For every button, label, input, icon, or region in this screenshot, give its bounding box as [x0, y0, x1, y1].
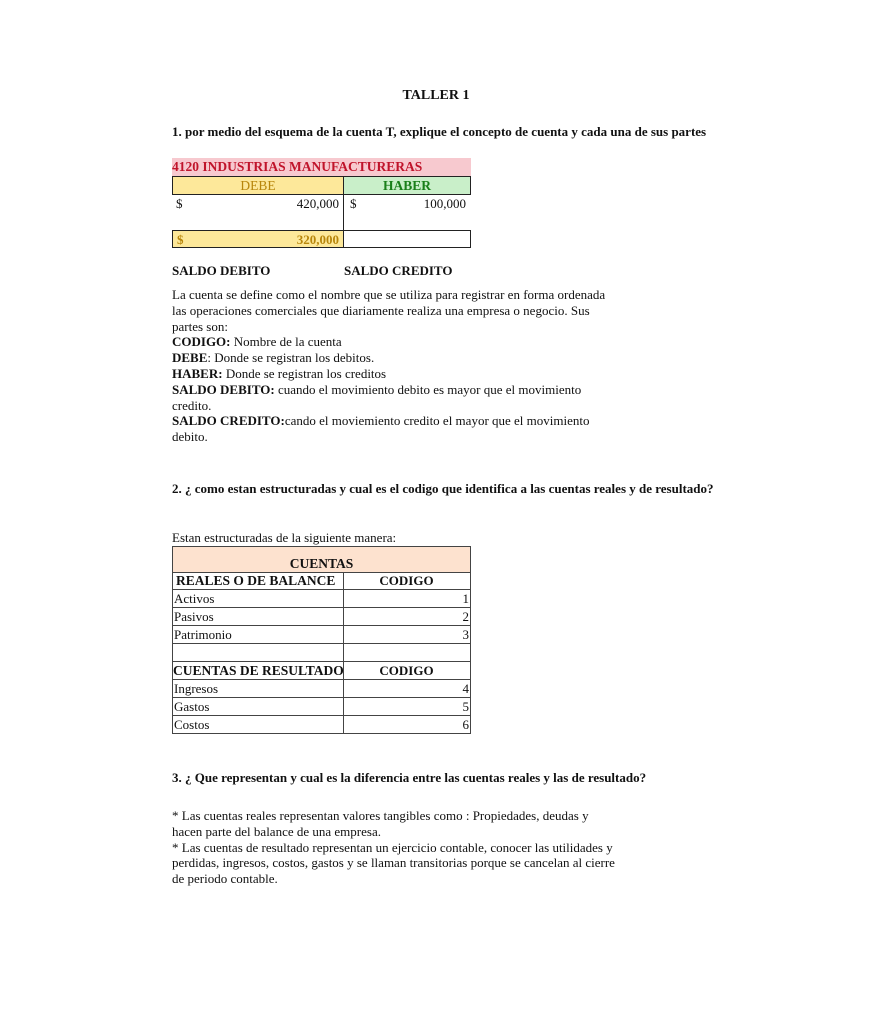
table-row	[172, 716, 471, 734]
haber-header: HABER	[343, 176, 471, 195]
table-row	[172, 626, 471, 644]
table-header-row	[172, 572, 471, 590]
question-2: 2. ¿ como estan estructuradas y cual es el codigo que identifica a las cuentas reales y de resultado?	[172, 481, 714, 496]
answer-line: * Las cuentas reales representan valores tangibles como : Propiedades, deudas y	[172, 808, 589, 823]
table-row	[172, 680, 471, 698]
table-row-empty	[172, 644, 471, 662]
balance-amount: 320,000	[296, 232, 339, 247]
code-header: CODIGO	[343, 662, 471, 680]
account-code: 2	[343, 608, 471, 626]
table-title: CUENTAS	[172, 546, 471, 573]
table-row	[172, 590, 471, 608]
account-name: Patrimonio	[172, 626, 344, 644]
real-accounts-header: REALES O DE BALANCE	[172, 572, 344, 590]
account-code: 4	[343, 680, 471, 698]
account-name: Gastos	[172, 698, 344, 716]
code-header: CODIGO	[343, 572, 471, 590]
balance-currency: $	[177, 232, 184, 247]
debit-amount: 420,000	[296, 196, 339, 211]
credit-amount: 100,000	[423, 196, 466, 211]
saldo-debito-definition: SALDO DEBITO: cuando el movimiento debito es mayor que el movimiento	[172, 381, 582, 397]
definition-line: las operaciones comerciales que diariamente realiza una empresa o negocio. Sus	[172, 302, 590, 318]
debe-definition: DEBE: Donde se registran los debitos.	[172, 350, 375, 366]
account-name: Pasivos	[172, 608, 344, 626]
page-title: TALLER 1	[402, 88, 470, 103]
account-code: 5	[343, 698, 471, 716]
definition-line: partes son:	[172, 318, 228, 334]
account-name: Ingresos	[172, 680, 344, 698]
table-row	[172, 698, 471, 716]
definition-line: debito.	[172, 429, 208, 445]
account-name: Activos	[172, 590, 344, 608]
credit-currency: $	[350, 196, 357, 211]
answer-line: perdidas, ingresos, costos, gastos y se llaman transitorias porque se cancelan al cierre	[172, 855, 615, 871]
table-title-row	[172, 546, 471, 572]
empty-cell	[172, 644, 344, 662]
codigo-definition: CODIGO: Nombre de la cuenta	[172, 334, 342, 350]
saldo-credito-definition: SALDO CREDITO:cando el moviemiento credito el mayor que el movimiento	[172, 413, 590, 429]
answer-line: hacen parte del balance de una empresa.	[172, 823, 381, 839]
account-title: 4120 INDUSTRIAS MANUFACTURERAS	[172, 158, 471, 176]
structure-intro: Estan estructuradas de la siguiente manera:	[172, 530, 397, 545]
credit-balance-cell	[343, 230, 471, 248]
debit-balance-cell	[172, 230, 344, 248]
answer-line: de periodo contable.	[172, 871, 278, 887]
debe-header: DEBE	[172, 176, 344, 195]
result-accounts-header: CUENTAS DE RESULTADO	[173, 663, 344, 678]
t-account-divider	[343, 195, 344, 230]
saldo-debito-label: SALDO DEBITO	[172, 263, 271, 278]
account-code: 6	[343, 716, 471, 734]
account-code: 1	[343, 590, 471, 608]
question-1: 1. por medio del esquema de la cuenta T, explique el concepto de cuenta y cada una de sus partes	[172, 124, 707, 139]
empty-cell	[343, 644, 471, 662]
answer-line: * Las cuentas de resultado representan un ejercicio contable, conocer las utilidades y	[172, 839, 613, 855]
account-name: Costos	[172, 716, 344, 734]
haber-definition: HABER: Donde se registran los creditos	[172, 365, 387, 381]
table-header-row	[172, 662, 471, 680]
question-3: 3. ¿ Que representan y cual es la diferencia entre las cuentas reales y las de resultado?	[172, 770, 647, 785]
definition-line: La cuenta se define como el nombre que se utiliza para registrar en forma ordenada	[172, 287, 606, 302]
account-code: 3	[343, 626, 471, 644]
definition-paragraph	[172, 287, 652, 445]
definition-line: credito.	[172, 397, 212, 413]
saldo-credito-label: SALDO CREDITO	[344, 263, 453, 278]
debit-currency: $	[176, 196, 183, 211]
table-row	[172, 608, 471, 626]
answer-3-paragraph	[172, 808, 652, 887]
